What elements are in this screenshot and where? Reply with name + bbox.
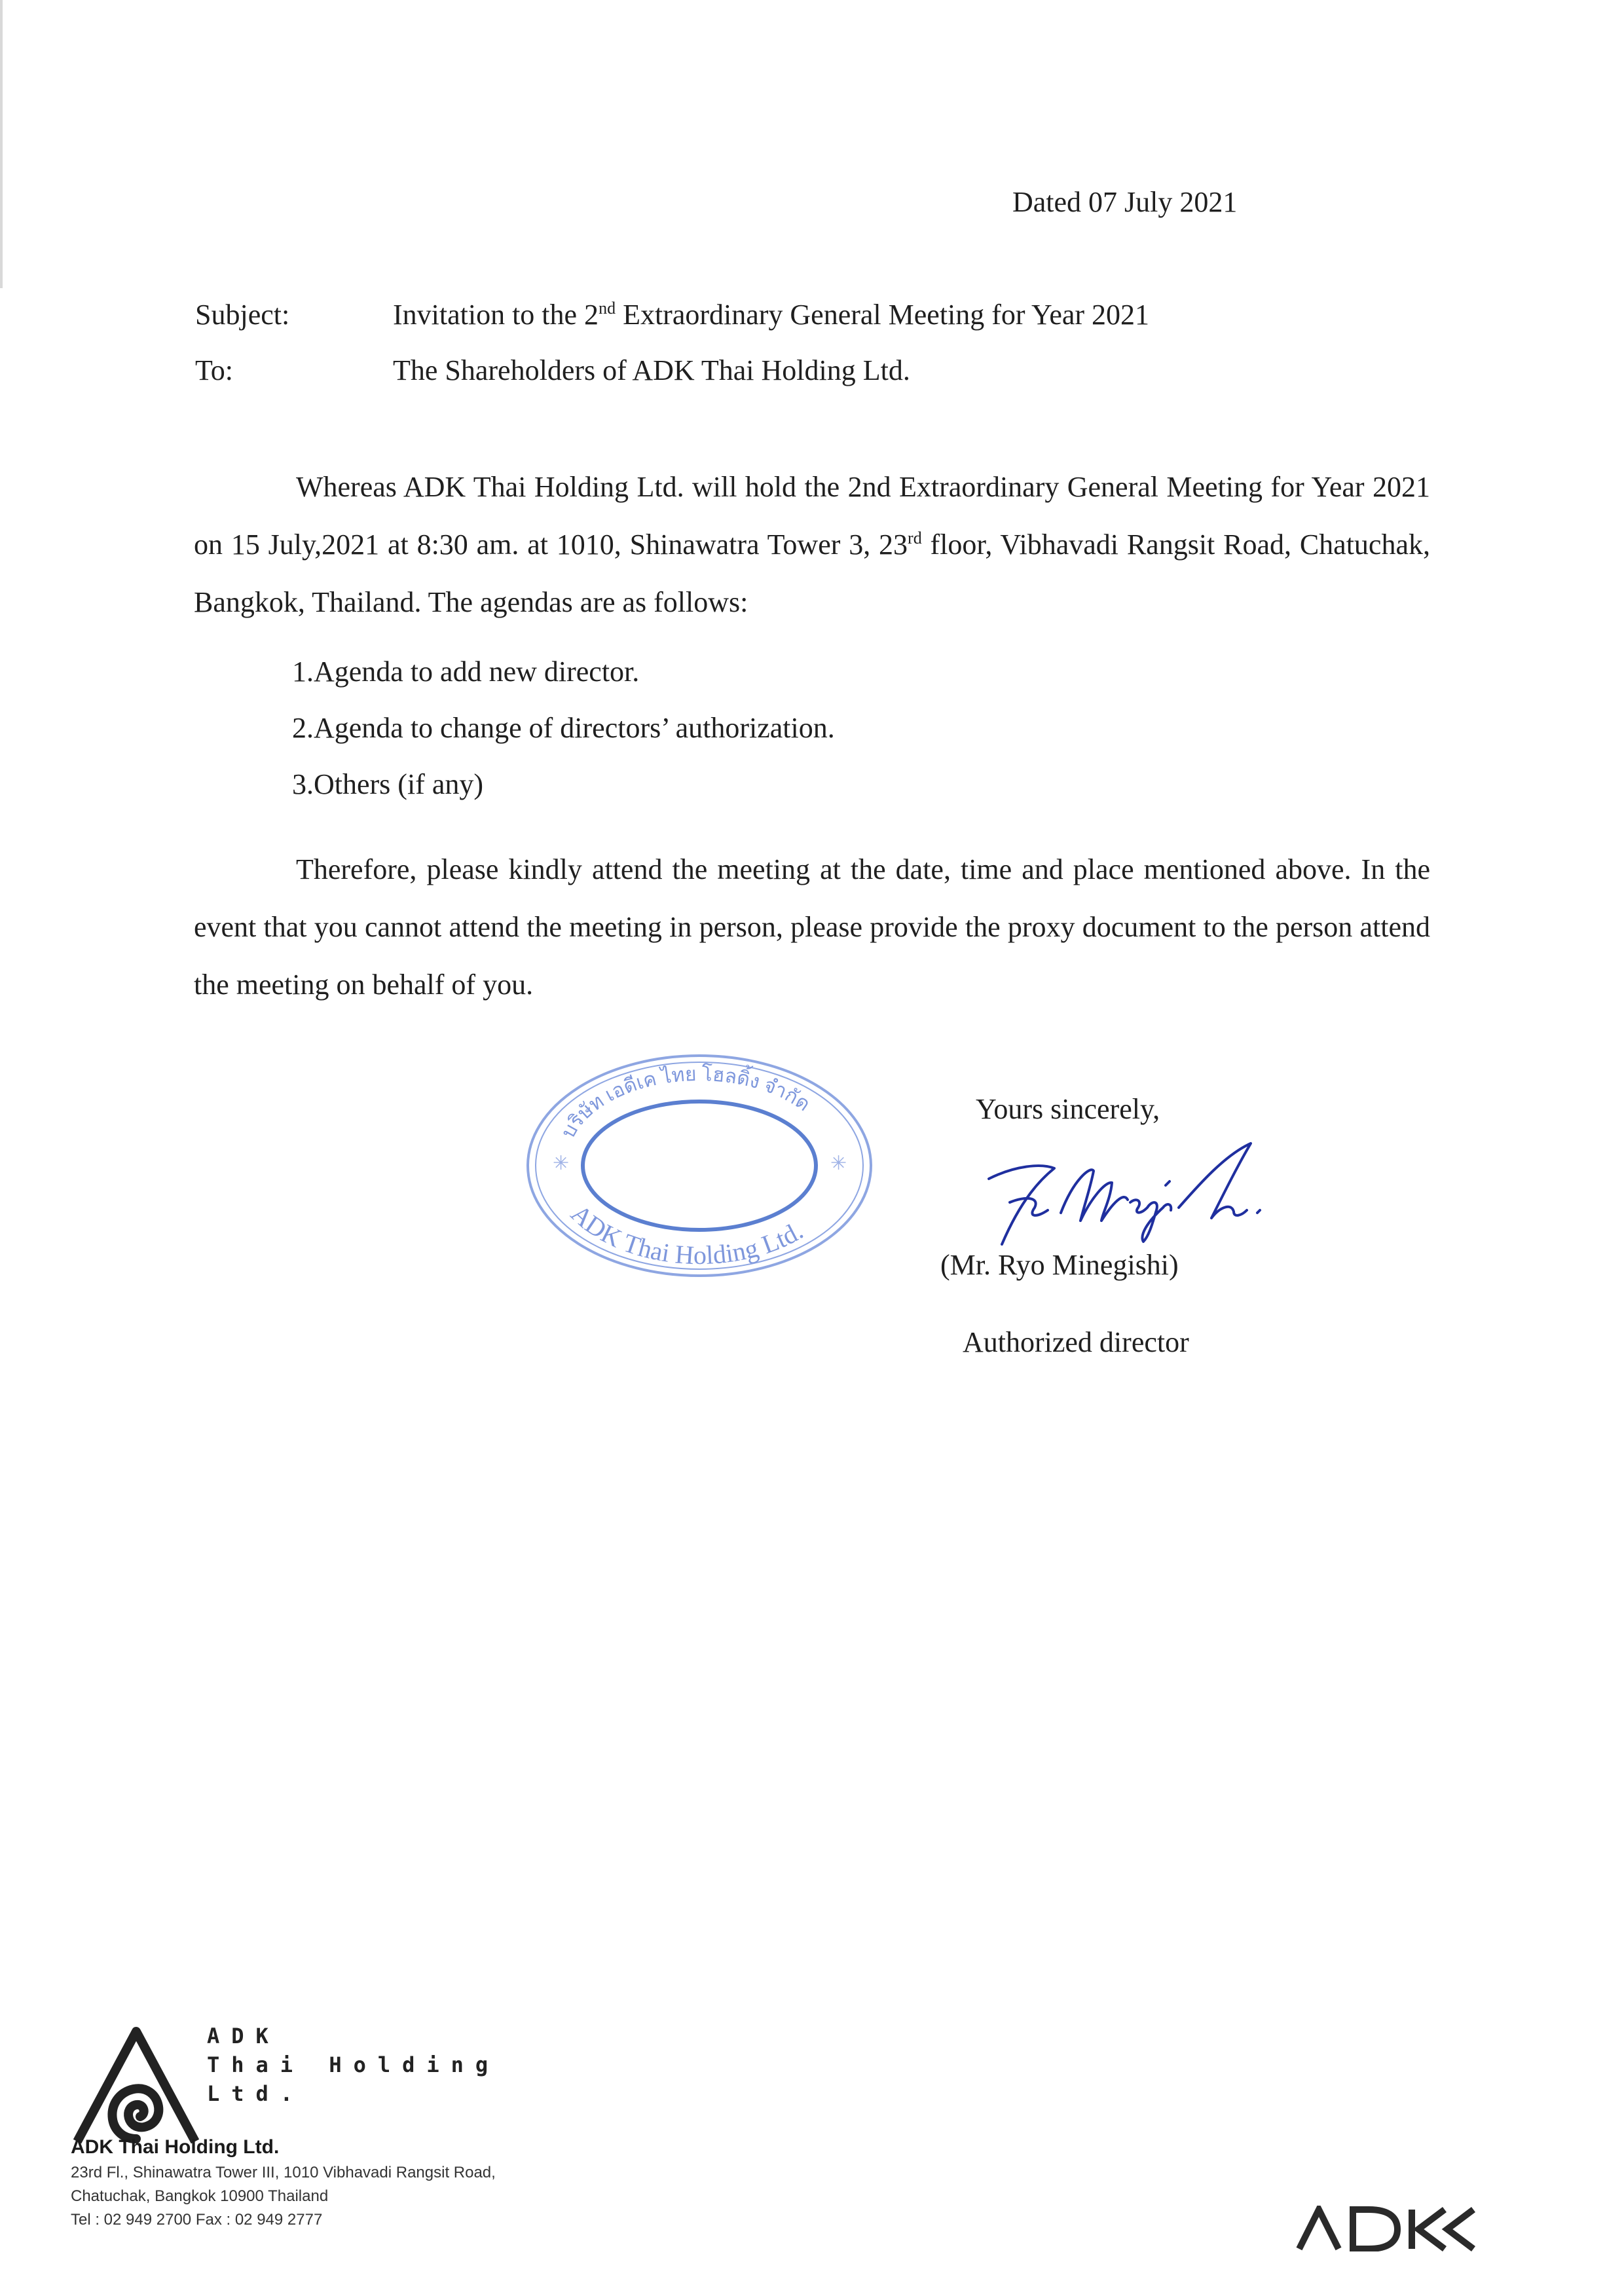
request-paragraph: Therefore, please kindly attend the meeting at the date, time and place mentioned above. In the event that you cannot attend the meeting in person, please provide the proxy document to the person attend the meeting on behalf of you. bbox=[194, 853, 1430, 1001]
agenda-text: Agenda to add new director. bbox=[314, 656, 640, 688]
scan-edge-shadow bbox=[0, 0, 3, 288]
company-seal-stamp bbox=[523, 1048, 876, 1284]
subject-text-start: Invitation to the 2 bbox=[393, 299, 599, 331]
logo-spiral bbox=[112, 2088, 158, 2139]
letter-date: Dated 07 July 2021 bbox=[1012, 186, 1238, 218]
logo-wordmark-line1: ADK bbox=[207, 2024, 280, 2048]
signer-name: (Mr. Ryo Minegishi) bbox=[940, 1249, 1179, 1281]
logo-wordmark-line2: Thai Holding bbox=[207, 2052, 500, 2077]
footer-company-name: ADK Thai Holding Ltd. bbox=[71, 2136, 280, 2158]
subject-value bbox=[393, 298, 1149, 331]
logo-wordmark-line3: Ltd. bbox=[207, 2081, 305, 2106]
closing-salutation: Yours sincerely, bbox=[976, 1093, 1160, 1125]
agenda-item bbox=[292, 711, 835, 768]
seal-star-icon: ✳ bbox=[830, 1153, 847, 1174]
handwritten-signature bbox=[963, 1139, 1290, 1251]
footer-address-line2: Chatuchak, Bangkok 10900 Thailand bbox=[71, 2187, 329, 2205]
intro-paragraph bbox=[194, 458, 1430, 631]
signer-title: Authorized director bbox=[963, 1326, 1189, 1358]
footer-contact-line: Tel : 02 949 2700 Fax : 02 949 2777 bbox=[71, 2211, 323, 2229]
intro-text-start: Whereas ADK Thai Holding Ltd. will hold the 2nd Extraordinary General Meeting for Year 2021 on 15 July,2021 at 8:30 am. at 1010, Shinawatra Tower 3, 23 bbox=[194, 471, 1430, 561]
agenda-list bbox=[292, 655, 835, 824]
adk-spiral-logo-icon bbox=[71, 2024, 202, 2152]
footer-address-line1: 23rd Fl., Shinawatra Tower III, 1010 Vibhavadi Rangsit Road, bbox=[71, 2164, 496, 2181]
recipient-value: The Shareholders of ADK Thai Holding Ltd. bbox=[393, 354, 910, 386]
floor-superscript: rd bbox=[908, 528, 922, 547]
agenda-number: 1. bbox=[292, 656, 314, 688]
adk-brand-logo bbox=[1295, 2206, 1479, 2251]
recipient-label: To: bbox=[195, 354, 234, 386]
agenda-item bbox=[292, 655, 835, 711]
agenda-item bbox=[292, 768, 835, 824]
agenda-text: Agenda to change of directors’ authorization. bbox=[314, 712, 835, 744]
intro-text-end: floor, Vibhavadi Rangsit Road, Chatuchak, Bangkok, Thailand. The agendas are as follows: bbox=[194, 528, 1430, 618]
seal-star-icon: ✳ bbox=[553, 1153, 570, 1174]
seal-top-text: บริษัท เอดีเค ไทย โฮลดิ้ง จำกัด bbox=[557, 1063, 815, 1142]
agenda-number: 3. bbox=[292, 768, 314, 800]
agenda-number: 2. bbox=[292, 712, 314, 744]
subject-superscript: nd bbox=[599, 299, 616, 318]
agenda-text: Others (if any) bbox=[314, 768, 484, 800]
seal-bottom-text: ADK Thai Holding Ltd. bbox=[565, 1198, 808, 1270]
seal-inner-ring bbox=[583, 1102, 816, 1230]
subject-label: Subject: bbox=[195, 299, 290, 331]
subject-text-end: Extraordinary General Meeting for Year 2021 bbox=[616, 299, 1150, 331]
